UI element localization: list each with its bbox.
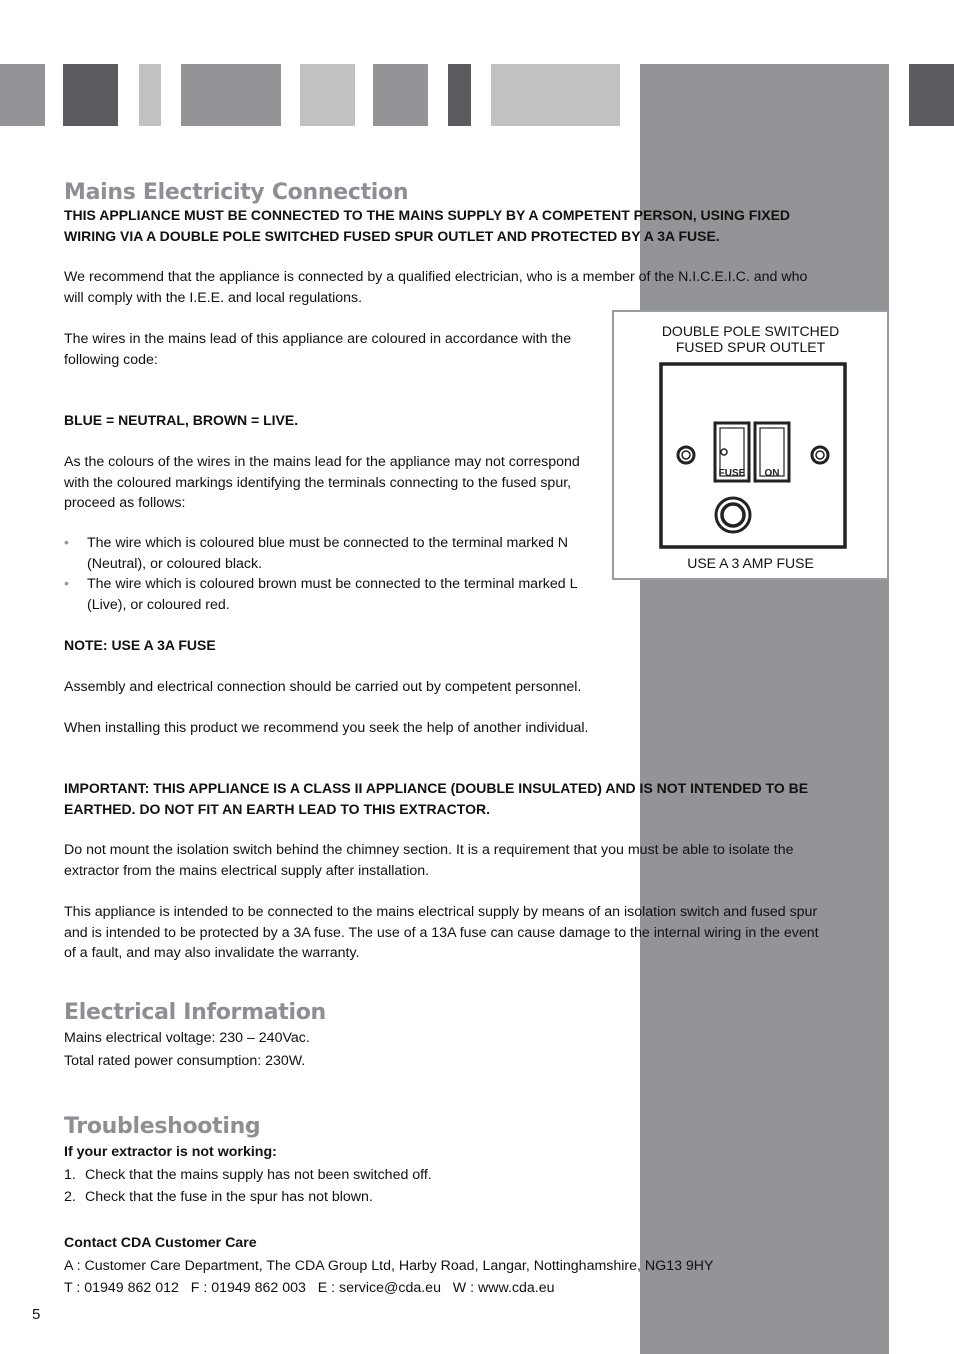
mains-warning: THIS APPLIANCE MUST BE CONNECTED TO THE MAINS SUPPLY BY A COMPETENT PERSON, USING FIXED WIRING VIA A DOUBLE POLE SWITCHED FUSED SPUR OUTLET AND PROTECTED BY A 3A FUSE. — [64, 207, 791, 244]
troubleshooting-lead: If your extractor is not working: — [64, 1144, 277, 1160]
diagram-title-line: FUSED SPUR OUTLET — [675, 339, 826, 355]
header-bar-5 — [300, 64, 355, 126]
step-number: 2. — [64, 1189, 76, 1205]
mains-heading: Mains Electricity Connection — [64, 180, 409, 205]
class-ii-warning: IMPORTANT: THIS APPLIANCE IS A CLASS II APPLIANCE (DOUBLE INSULATED) AND IS NOT INTENDED TO BE EARTHED. DO NOT FIT AN EARTH LEAD TO THIS EXTRACTOR. — [64, 780, 809, 817]
header-bar-2 — [63, 64, 118, 126]
voltage-line: Mains electrical voltage: 230 – 240Vac. — [64, 1030, 310, 1046]
contact-address: A : Customer Care Department, The CDA Group Ltd, Harby Road, Langar, Nottinghamshire, NG13 9HY — [64, 1258, 714, 1274]
isolation-paragraph: Do not mount the isolation switch behind the chimney section. It is a requirement that you must be able to isolate the extractor from the mains electrical supply after installation. — [64, 842, 794, 879]
troubleshooting-steps — [64, 1165, 764, 1208]
fuse-label: FUSE — [718, 468, 746, 479]
troubleshooting-heading: Troubleshooting — [64, 1114, 261, 1139]
list-item — [64, 1187, 764, 1208]
step-text: Check that the mains supply has not been switched off. — [85, 1167, 432, 1183]
fuse-switch-icon — [715, 423, 749, 481]
diagram-caption: USE A 3 AMP FUSE — [687, 555, 814, 571]
header-bar-3 — [139, 64, 161, 126]
list-item: • The wire which is coloured brown must be connected to the terminal marked L (Live), or coloured red. — [64, 574, 594, 615]
assembly-paragraph: Assembly and electrical connection should be carried out by competent personnel. — [64, 679, 582, 695]
on-label: ON — [764, 468, 780, 479]
on-switch-icon — [755, 423, 789, 481]
mains-recommend-paragraph: We recommend that the appliance is connected by a qualified electrician, who is a member of the N.I.C.E.I.C. and who will comply with the I.E.E. and local regulations. — [64, 269, 808, 306]
diagram-title-line: DOUBLE POLE SWITCHED — [661, 323, 840, 339]
wire-bullet-list — [64, 533, 594, 615]
list-item — [64, 1165, 764, 1186]
mounting-screw-right-icon — [812, 447, 828, 463]
list-item: • The wire which is coloured blue must be connected to the terminal marked N (Neutral), or coloured black. — [64, 533, 594, 574]
header-bar-1 — [0, 64, 45, 126]
power-line: Total rated power consumption: 230W. — [64, 1053, 306, 1069]
header-bar-6 — [373, 64, 428, 126]
page-number: 5 — [32, 1306, 41, 1323]
contact-details: T : 01949 862 012 F : 01949 862 003 E : service@cda.eu W : www.cda.eu — [64, 1280, 555, 1296]
fuse-holder-knob-icon — [716, 498, 750, 532]
header-bar-9 — [909, 64, 954, 126]
fused-spur-socket-icon — [658, 361, 848, 551]
header-bar-8 — [491, 64, 620, 126]
installing-paragraph: When installing this product we recommend you seek the help of another individual. — [64, 720, 589, 736]
header-bar-4 — [181, 64, 281, 126]
diagram-title — [614, 323, 887, 355]
wire-colour-code: BLUE = NEUTRAL, BROWN = LIVE. — [64, 412, 299, 428]
mains-wires-paragraph: The wires in the mains lead of this appliance are coloured in accordance with the following code: — [64, 331, 572, 368]
fused-spur-diagram — [612, 310, 889, 580]
step-number: 1. — [64, 1167, 76, 1183]
intended-paragraph: This appliance is intended to be connected to the mains electrical supply by means of an isolation switch and fused spur and is intended to be protected by a 3A fuse. The use of a 13A fuse can cause damage to the internal wiring in the event of a fault, and may also invalidate the warranty. — [64, 904, 819, 961]
colours-note-paragraph: As the colours of the wires in the mains lead for the appliance may not correspond with the coloured markings identifying the terminals connecting to the fused spur, proceed as follows: — [64, 454, 580, 511]
step-text: Check that the fuse in the spur has not blown. — [85, 1189, 373, 1205]
contact-heading: Contact CDA Customer Care — [64, 1235, 257, 1251]
electrical-heading: Electrical Information — [64, 1000, 326, 1025]
side-grey-column — [640, 64, 889, 1354]
fuse-note: NOTE: USE A 3A FUSE — [64, 637, 216, 653]
header-bar-7 — [448, 64, 471, 126]
mounting-screw-left-icon — [678, 447, 694, 463]
